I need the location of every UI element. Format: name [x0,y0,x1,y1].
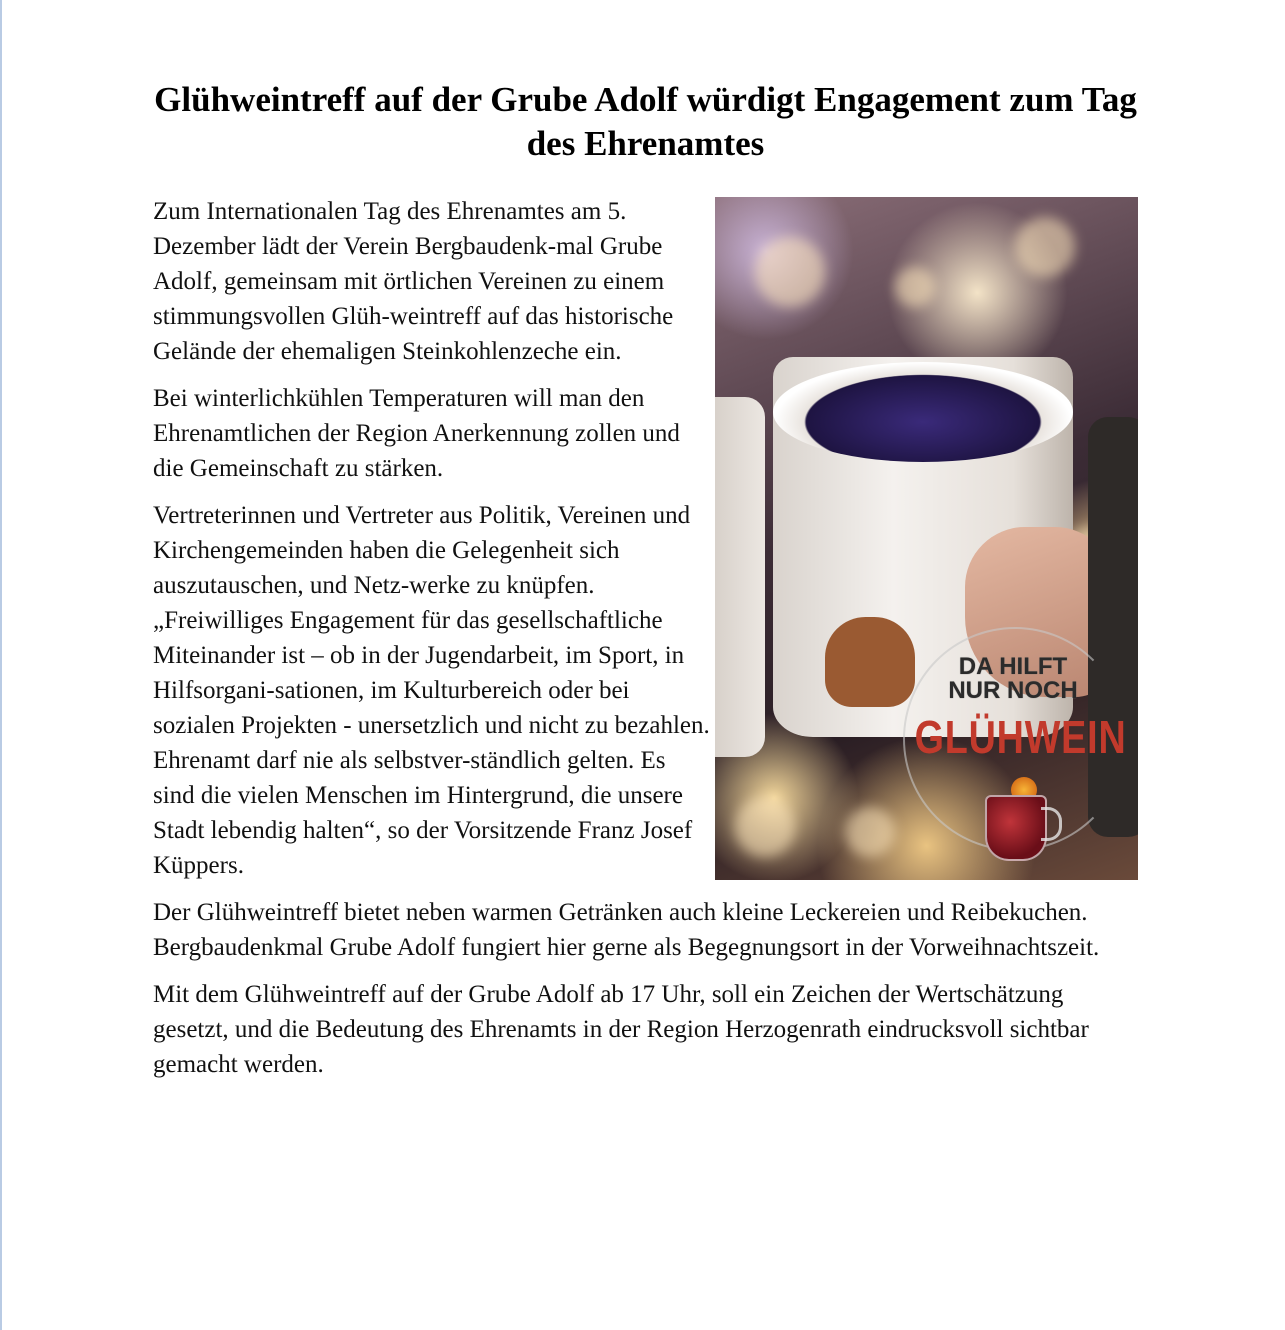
badge-line-1: DA HILFT [958,653,1068,680]
page-edge [0,0,2,1330]
cup-rim [773,362,1073,462]
badge-line-2: NUR NOCH [948,677,1078,704]
paragraph-2: Bei winterlichkühlen Temperaturen will man den Ehrenamtlichen der Region Anerkennung zollen und die Gemeinschaft zu stärken. [153,385,680,482]
article [153,78,1138,1094]
wine-glass-icon [985,795,1047,861]
paragraph-3: Vertreterinnen und Vertreter aus Politik, Vereinen und Kirchengemeinden haben die Gelegenheit sich auszutauschen, und Netz-werke zu knüpfen. „Freiwilliges Engagement für das gesellschaftliche Miteinander ist – ob in der Jugendarbeit, im Sport, in Hilfsorgani-sationen, im Kulturbereich oder bei sozialen Projekten - unersetzlich und nicht zu bezahlen. Ehrenamt darf nie als selbstver-ständlich gelten. Es sind die vielen Menschen im Hintergrund, die unsere Stadt lebendig halten“, so der Vorsitzende Franz Josef Küppers. [153,502,710,879]
article-title: Glühweintreff auf der Grube Adolf würdigt Engagement zum Tag des Ehrenamtes [154,80,1137,163]
paragraph-1: Zum Internationalen Tag des Ehrenamtes am 5. Dezember lädt der Verein Bergbaudenk-mal Grube Adolf, gemeinsam mit örtlichen Vereinen zu einem stimmungsvollen Glüh-weintreff auf das historische Gelände der ehemaligen Steinkohlenzeche ein. [153,198,674,365]
paragraph-4: Der Glühweintreff bietet neben warmen Getränken auch kleine Leckereien und Reibekuchen. Bergbaudenkmal Grube Adolf fungiert hier gerne als Begegnungsort in der Vorweihnachtszeit. [153,899,1100,961]
mulled-wine-photo [715,197,1138,880]
gluehwein-badge [893,617,1133,867]
badge-line-3: GLÜHWEIN [914,711,1127,763]
left-cup [715,397,765,757]
paragraph-5: Mit dem Glühweintreff auf der Grube Adolf ab 17 Uhr, soll ein Zeichen der Wertschätzung gesetzt, und die Bedeutung des Ehrenamts in der Region Herzogenrath eindrucksvoll sichtbar gemacht werden. [153,981,1089,1078]
